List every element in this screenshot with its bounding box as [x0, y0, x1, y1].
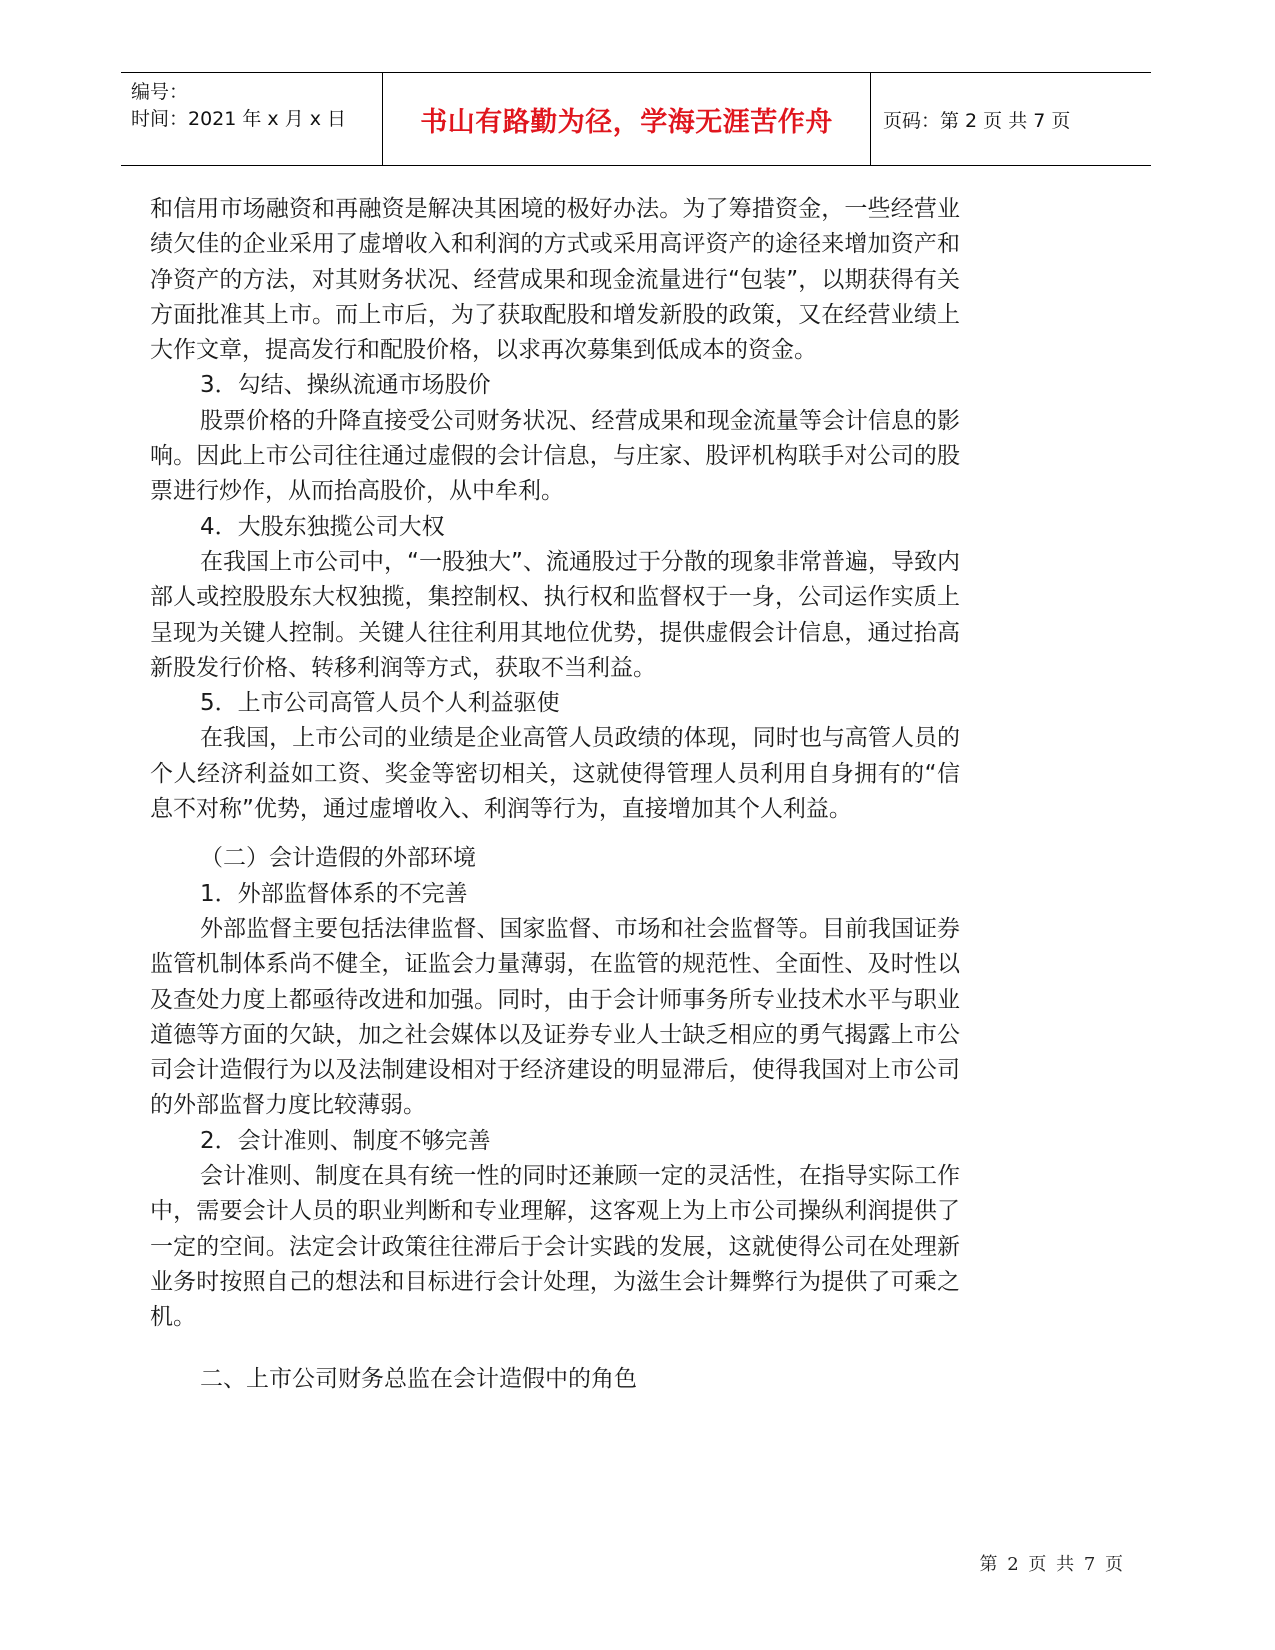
paragraph: 外部监督主要包括法律监督、国家监督、市场和社会监督等。目前我国证券监管机制体系尚不健全，证监会力量薄弱，在监管的规范性、全面性、及时性以及查处力度上都亟待改进和加强。同时，由于会计师事务所专业技术水平与职业道德等方面的欠缺，加之社会媒体以及证券专业人士缺乏相应的勇气揭露上市公司会计造假行为以及法制建设相对于经济建设的明显滞后，使得我国对上市公司的外部监督力度比较薄弱。 [150, 915, 960, 1119]
number-label: 编号： [131, 81, 189, 103]
section-heading: 1．外部监督体系的不完善 [200, 880, 468, 907]
paragraph: 在我国上市公司中，“一股独大”、流通股过于分散的现象非常普遍，导致内部人或控股股东大权独揽，集控制权、执行权和监督权于一身，公司运作实质上呈现为关键人控制。关键人往往利用其地位优势，提供虚假会计信息，通过抬高新股发行价格、转移利润等方式，获取不当利益。 [150, 548, 960, 681]
section-heading: 2．会计准则、制度不够完善 [200, 1127, 491, 1154]
page-footer: 第 2 页 共 7 页 [979, 1554, 1125, 1575]
section-heading: 3．勾结、操纵流通市场股价 [200, 372, 491, 399]
paragraph: 在我国，上市公司的业绩是企业高管人员政绩的体现，同时也与高管人员的个人经济利益如工资、奖金等密切相关，这就使得管理人员利用自身拥有的“信息不对称”优势，通过虚增收入、利润等行为，直接增加其个人利益。 [150, 725, 960, 823]
paragraph: 股票价格的升降直接受公司财务状况、经营成果和现金流量等会计信息的影响。因此上市公司往往通过虚假的会计信息，与庄家、股评机构联手对公司的股票进行炒作，从而抬高股价，从中牟利。 [150, 407, 960, 505]
time-label: 时间：2021 年 x 月 x 日 [131, 108, 347, 130]
section-heading: 5．上市公司高管人员个人利益驱使 [200, 690, 560, 717]
paragraph: 会计准则、制度在具有统一性的同时还兼顾一定的灵活性，在指导实际工作中，需要会计人员的职业判断和专业理解，这客观上为上市公司操纵利润提供了一定的空间。法定会计政策往往滞后于会计实践的发展，这就使得公司在处理新业务时按照自己的想法和目标进行会计处理，为滋生会计舞弊行为提供了可乘之机。 [150, 1163, 960, 1331]
motto: 书山有路勤为径，学海无涯苦作舟 [383, 73, 871, 165]
section-heading: （二）会计造假的外部环境 [200, 845, 476, 872]
section-heading: 4．大股东独揽公司大权 [200, 513, 445, 540]
paragraph: 和信用市场融资和再融资是解决其困境的极好办法。为了筹措资金，一些经营业绩欠佳的企业采用了虚增收入和利润的方式或采用高评资产的途径来增加资产和净资产的方法，对其财务状况、经营成果和现金流量进行“包装”，以期获得有关方面批准其上市。而上市后，为了获取配股和增发新股的政策，又在经营业绩上大作文章，提高发行和配股价格，以求再次募集到低成本的资金。 [150, 196, 960, 364]
document-body [150, 192, 960, 1397]
chapter-heading: 二、上市公司财务总监在会计造假中的角色 [200, 1365, 637, 1392]
page-info: 页码：第 2 页 共 7 页 [883, 109, 1071, 132]
header-table [121, 72, 1151, 166]
header-meta-cell [121, 73, 383, 165]
